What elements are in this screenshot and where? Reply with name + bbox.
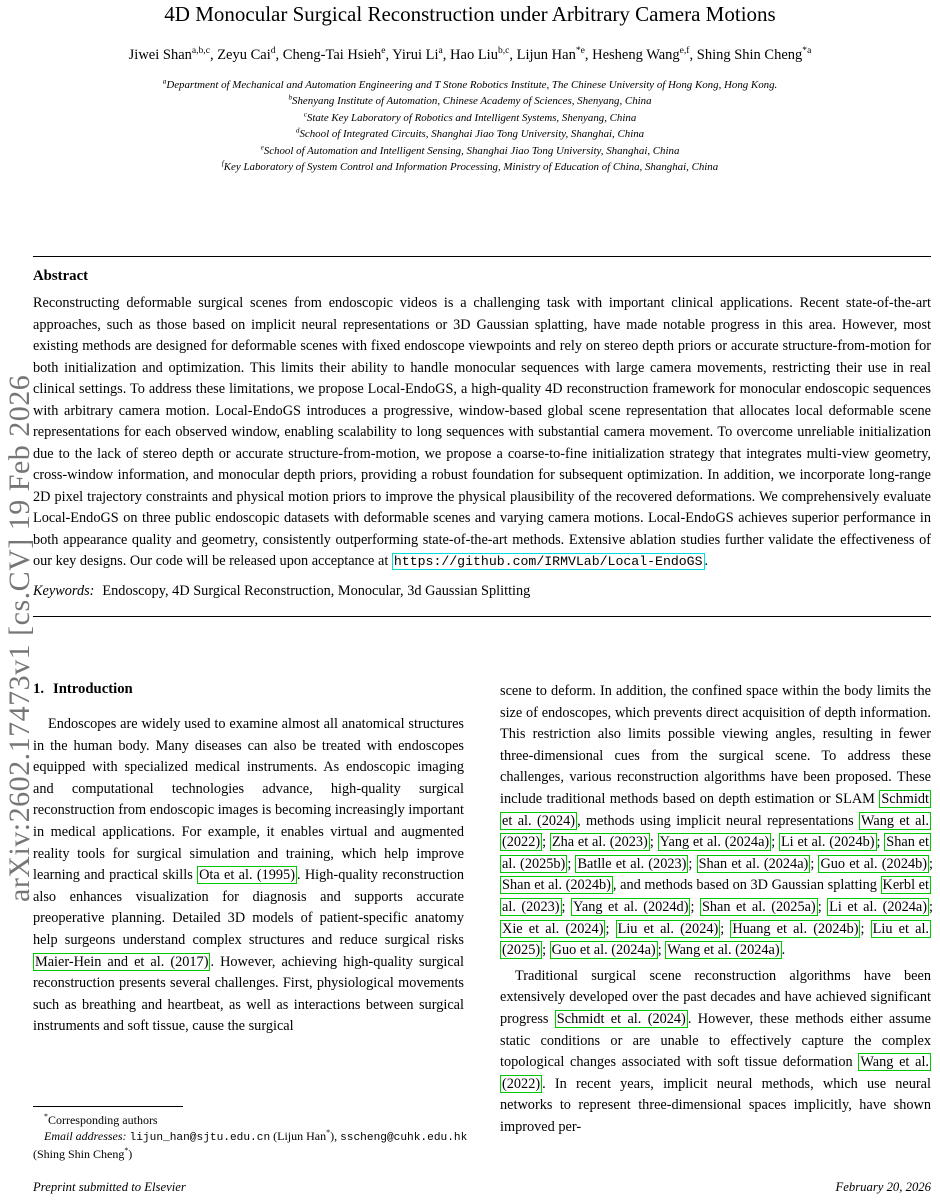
text-run: Endoscopes are widely used to examine almost all anatomical structures in the human body. Many diseases can also be treated with endoscopes equipped with specialized medical instruments. As endoscopic imaging and computational technologies advance, high-quality surgical reconstruction from endoscopic images is becoming increasingly important in medical applications. For example, it enables virtual and augmented reality tools for surgical simulation and training, which help improve learning and practical skills [33,716,464,884]
text-run: lijun_han@sjtu.edu.cn [129,1132,271,1144]
text-run: , Yirui Li [385,47,439,63]
superscript: a,b,c [191,45,210,57]
text-run: ; [657,942,666,959]
citation-link[interactable]: Huang et al. (2024b) [732,920,859,937]
arxiv-watermark: arXiv:2602.17473v1 [cs.CV] 19 Feb 2026 [3,374,36,902]
text-run: Reconstructing deformable surgical scenes from endoscopic videos is a challenging task with important clinical applications. Recent state-of-the-art approaches, such as those based on implicit neural representations or 3D Gaussian splatting, have made notable progress in this area. However, most existing methods are designed for deformable scenes with fixed endoscope viewpoints and rely on stereo depth priors or accurate structure-from-motion for both initialization and optimization. This limits their ability to handle monocular sequences with large camera movements, restricting their use in real clinical settings. To address these limitations, we propose Local-EndoGS, a high-quality 4D reconstruction framework for monocular endoscopic sequences with arbitrary camera motion. Local-EndoGS introduces a progressive, window-based global scene representation that allocates local deformable scene representations for each observed window, enabling scalability to long sequences with substantial camera movement. To overcome unreliable initialization due to the lack of stereo depth or accurate structure-from-motion, we propose a coarse-to-fine initialization strategy that integrates multi-view geometry, cross-window information, and monocular depth priors, providing a robust foundation for subsequent optimization. In addition, we incorporate long-range 2D pixel trajectory constraints and physical motion priors to improve the physical plausibility of the recovered deformations. We comprehensively evaluate Local-EndoGS on three public endoscopic datasets with deformable scenes and varying camera motions. Local-EndoGS achieves superior performance in both appearance quality and geometry, consistently outperforming state-of-the-art methods. Extensive ablation studies further validate the effectiveness of our key designs. Our code will be released upon acceptance at [33,295,931,569]
section-title: Introduction [53,681,133,697]
text-run: . [704,553,709,569]
superscript: * [124,1146,129,1155]
text-run: Corresponding authors [47,1113,158,1127]
citation-link[interactable]: Wang et al. (2022) [502,812,929,851]
citation-link[interactable]: Li et al. (2024b) [780,834,875,851]
keywords-text: Endoscopy, 4D Surgical Reconstruction, Monocular, 3d Gaussian Splitting [102,582,531,599]
text-run: Shenyang Institute of Automation, Chinese Academy of Sciences, Shenyang, China [292,95,652,108]
abstract-top-rule [33,256,931,257]
superscript: d [295,126,300,135]
superscript: * [326,1128,331,1137]
affiliation-line [0,143,940,159]
superscript: a [438,45,443,57]
text-run: . However, achieving high-quality surgical reconstruction presents several challenges. First, physiological movements such as breathing and heartbeat, as well as interactions between surgical instruments and soft tissue, cause the surgical [33,953,464,1035]
text-run: . However, these methods either assume static conditions or are unable to effectively capture the complex topological changes associated with soft tissue deformation [500,1010,931,1071]
superscript: e,f [679,45,690,57]
code-repo-link[interactable]: https://github.com/IRMVLab/Local-EndoGS [393,554,703,569]
text-run: . High-quality reconstruction also enhances visualization for diagnosis and supports accurate preoperative planning. Detailed 3D models of patient-specific anatomy help surgeons understand complex structures and reduce surgical risks [33,867,464,948]
abstract-text [33,293,931,573]
citation-link[interactable]: Xie et al. (2024) [502,920,604,937]
text-run: , Zeyu Cai [209,47,271,63]
affiliation-list [0,77,940,175]
superscript: e [260,143,264,151]
text-run: ; [860,920,871,937]
text-run: School of Automation and Intelligent Sensing, Shanghai Jiao Tong University, Shanghai, China [263,144,680,157]
citation-link[interactable]: Maier-Hein and et al. (2017) [35,953,209,970]
superscript: b,c [497,45,510,57]
text-run: , and methods based on 3D Gaussian splatting [612,877,881,894]
intro-paragraph-1-continued [500,681,934,962]
citation-link[interactable]: Liu et al. (2025) [502,920,930,959]
citation-link[interactable]: Yang et al. (2024d) [572,898,689,915]
footnote-rule [33,1106,183,1107]
footnote-block [33,1106,468,1162]
text-run: Jiwei Shan [128,47,192,63]
citation-link[interactable]: Schmidt et al. (2024) [556,1010,686,1027]
abstract-section [33,256,931,617]
affiliation-line [0,110,940,126]
keywords-line [33,583,931,600]
text-run: ; [720,920,731,937]
text-run: ; [929,855,934,872]
footer-journal-note: Preprint submitted to Elsevier [33,1180,186,1194]
text-run: (Lijun Han [270,1129,327,1143]
text-run: ; [567,855,576,872]
citation-link[interactable]: Yang et al. (2024a) [659,834,770,851]
citation-link[interactable]: Shan et al. (2024b) [502,877,611,894]
text-run: scene to deform. In addition, the confined space within the body limits the size of endoscopes, which prevents direct acquisition of depth information. This restriction also limits possible viewing angles, resulting in fewer three-dimensional cues from the surgical scene. To address these challenges, various reconstruction algorithms have been proposed. These include traditional methods based on depth estimation or SLAM [500,683,931,807]
citation-link[interactable]: Liu et al. (2024) [617,920,719,937]
citation-link[interactable]: Kerbl et al. (2023) [502,877,929,915]
superscript: *e [575,45,585,57]
two-column-body [33,681,934,1178]
superscript: d [270,45,276,57]
corresponding-authors-note [33,1112,468,1128]
paper-title: 4D Monocular Surgical Reconstruction under Arbitrary Camera Motions [164,2,776,26]
superscript: e [381,45,386,57]
left-column [33,681,464,1104]
text-run: sscheng@cuhk.edu.hk [340,1132,468,1144]
keywords-label: Keywords: [33,582,95,599]
affiliation-line [0,77,940,93]
text-run: ; [688,855,697,872]
citation-link[interactable]: Wang et al. (2024a) [667,942,780,959]
text-run: , Hao Liu [442,47,498,63]
text-run: ; [542,942,550,959]
citation-link[interactable]: Guo et al. (2024b) [820,855,928,872]
text-run: ; [929,898,934,915]
superscript: c [303,110,307,119]
text-run: ; [542,834,550,851]
text-run: ; [649,834,658,851]
right-column [500,681,934,1178]
text-run: ; [810,855,819,872]
text-run: . [781,942,786,959]
paper-header [0,0,940,175]
text-run: , methods using implicit neural representations [577,812,860,829]
text-run: , Shing Shin Cheng [689,47,803,63]
citation-link[interactable]: Ota et al. (1995) [199,867,295,884]
text-run: ; [690,898,700,915]
superscript: a [162,77,167,86]
text-run: Email addresses: [44,1129,130,1143]
citation-link[interactable]: Zha et al. (2023) [551,834,648,851]
superscript: * [44,1112,48,1121]
abstract-heading: Abstract [33,268,89,284]
author-line [0,47,940,64]
text-run: , Cheng-Tai Hsieh [275,47,382,63]
citation-link[interactable]: Batlle et al. (2023) [577,855,687,872]
text-run: (Shing Shin Cheng [33,1147,125,1161]
affiliation-line [0,159,940,175]
superscript: f [221,159,224,168]
text-run: , Lijun Han [509,47,576,63]
text-run: ), [330,1129,341,1143]
text-run: . In recent years, implicit neural methods, which use neural networks to represent three-dimensional spaces implicitly, have shown improved per- [500,1075,931,1135]
text-run: Traditional surgical scene reconstruction algorithms have been extensively developed over the past decades and have achieved significant progress [500,967,931,1027]
text-run: ; [876,834,885,851]
affiliation-line [0,93,940,109]
text-run: School of Integrated Circuits, Shanghai Jiao Tong University, Shanghai, China [299,128,645,141]
intro-paragraph-1 [33,714,464,1038]
citation-link[interactable]: Shan et al. (2024a) [698,855,809,872]
superscript: b [288,93,293,102]
citation-link[interactable]: Wang et al. (2022) [502,1054,929,1092]
intro-paragraph-2 [500,966,931,1139]
page-footer [33,1180,931,1195]
abstract-bottom-rule [33,616,931,617]
citation-link[interactable]: Shan et al. (2025a) [701,898,816,915]
text-run: Department of Mechanical and Automation Engineering and T Stone Robotics Institute, The Chinese University of Hong Kong, Hong Kong. [166,79,778,91]
email-addresses-note [33,1128,468,1162]
section-number: 1. [33,681,45,697]
citation-link[interactable]: Shan et al. (2025b) [502,834,929,872]
superscript: *a [802,45,812,57]
text-run: ; [771,834,779,851]
citation-link[interactable]: Li et al. (2024a) [829,898,928,915]
citation-link[interactable]: Schmidt et al. (2024) [502,790,929,829]
text-run: , Hesheng Wang [584,47,680,63]
text-run: ; [817,898,828,915]
text-run: Key Laboratory of System Control and Information Processing, Ministry of Education of China, Shanghai, China [223,161,719,174]
text-run: ; [605,920,616,937]
section-heading-introduction [33,681,464,698]
text-run: ) [128,1147,133,1161]
text-run: State Key Laboratory of Robotics and Intelligent Systems, Shenyang, China [306,111,637,124]
text-run: ; [561,898,571,915]
citation-link[interactable]: Guo et al. (2024a) [551,942,656,959]
affiliation-line [0,126,940,142]
footer-date: February 20, 2026 [835,1180,931,1194]
